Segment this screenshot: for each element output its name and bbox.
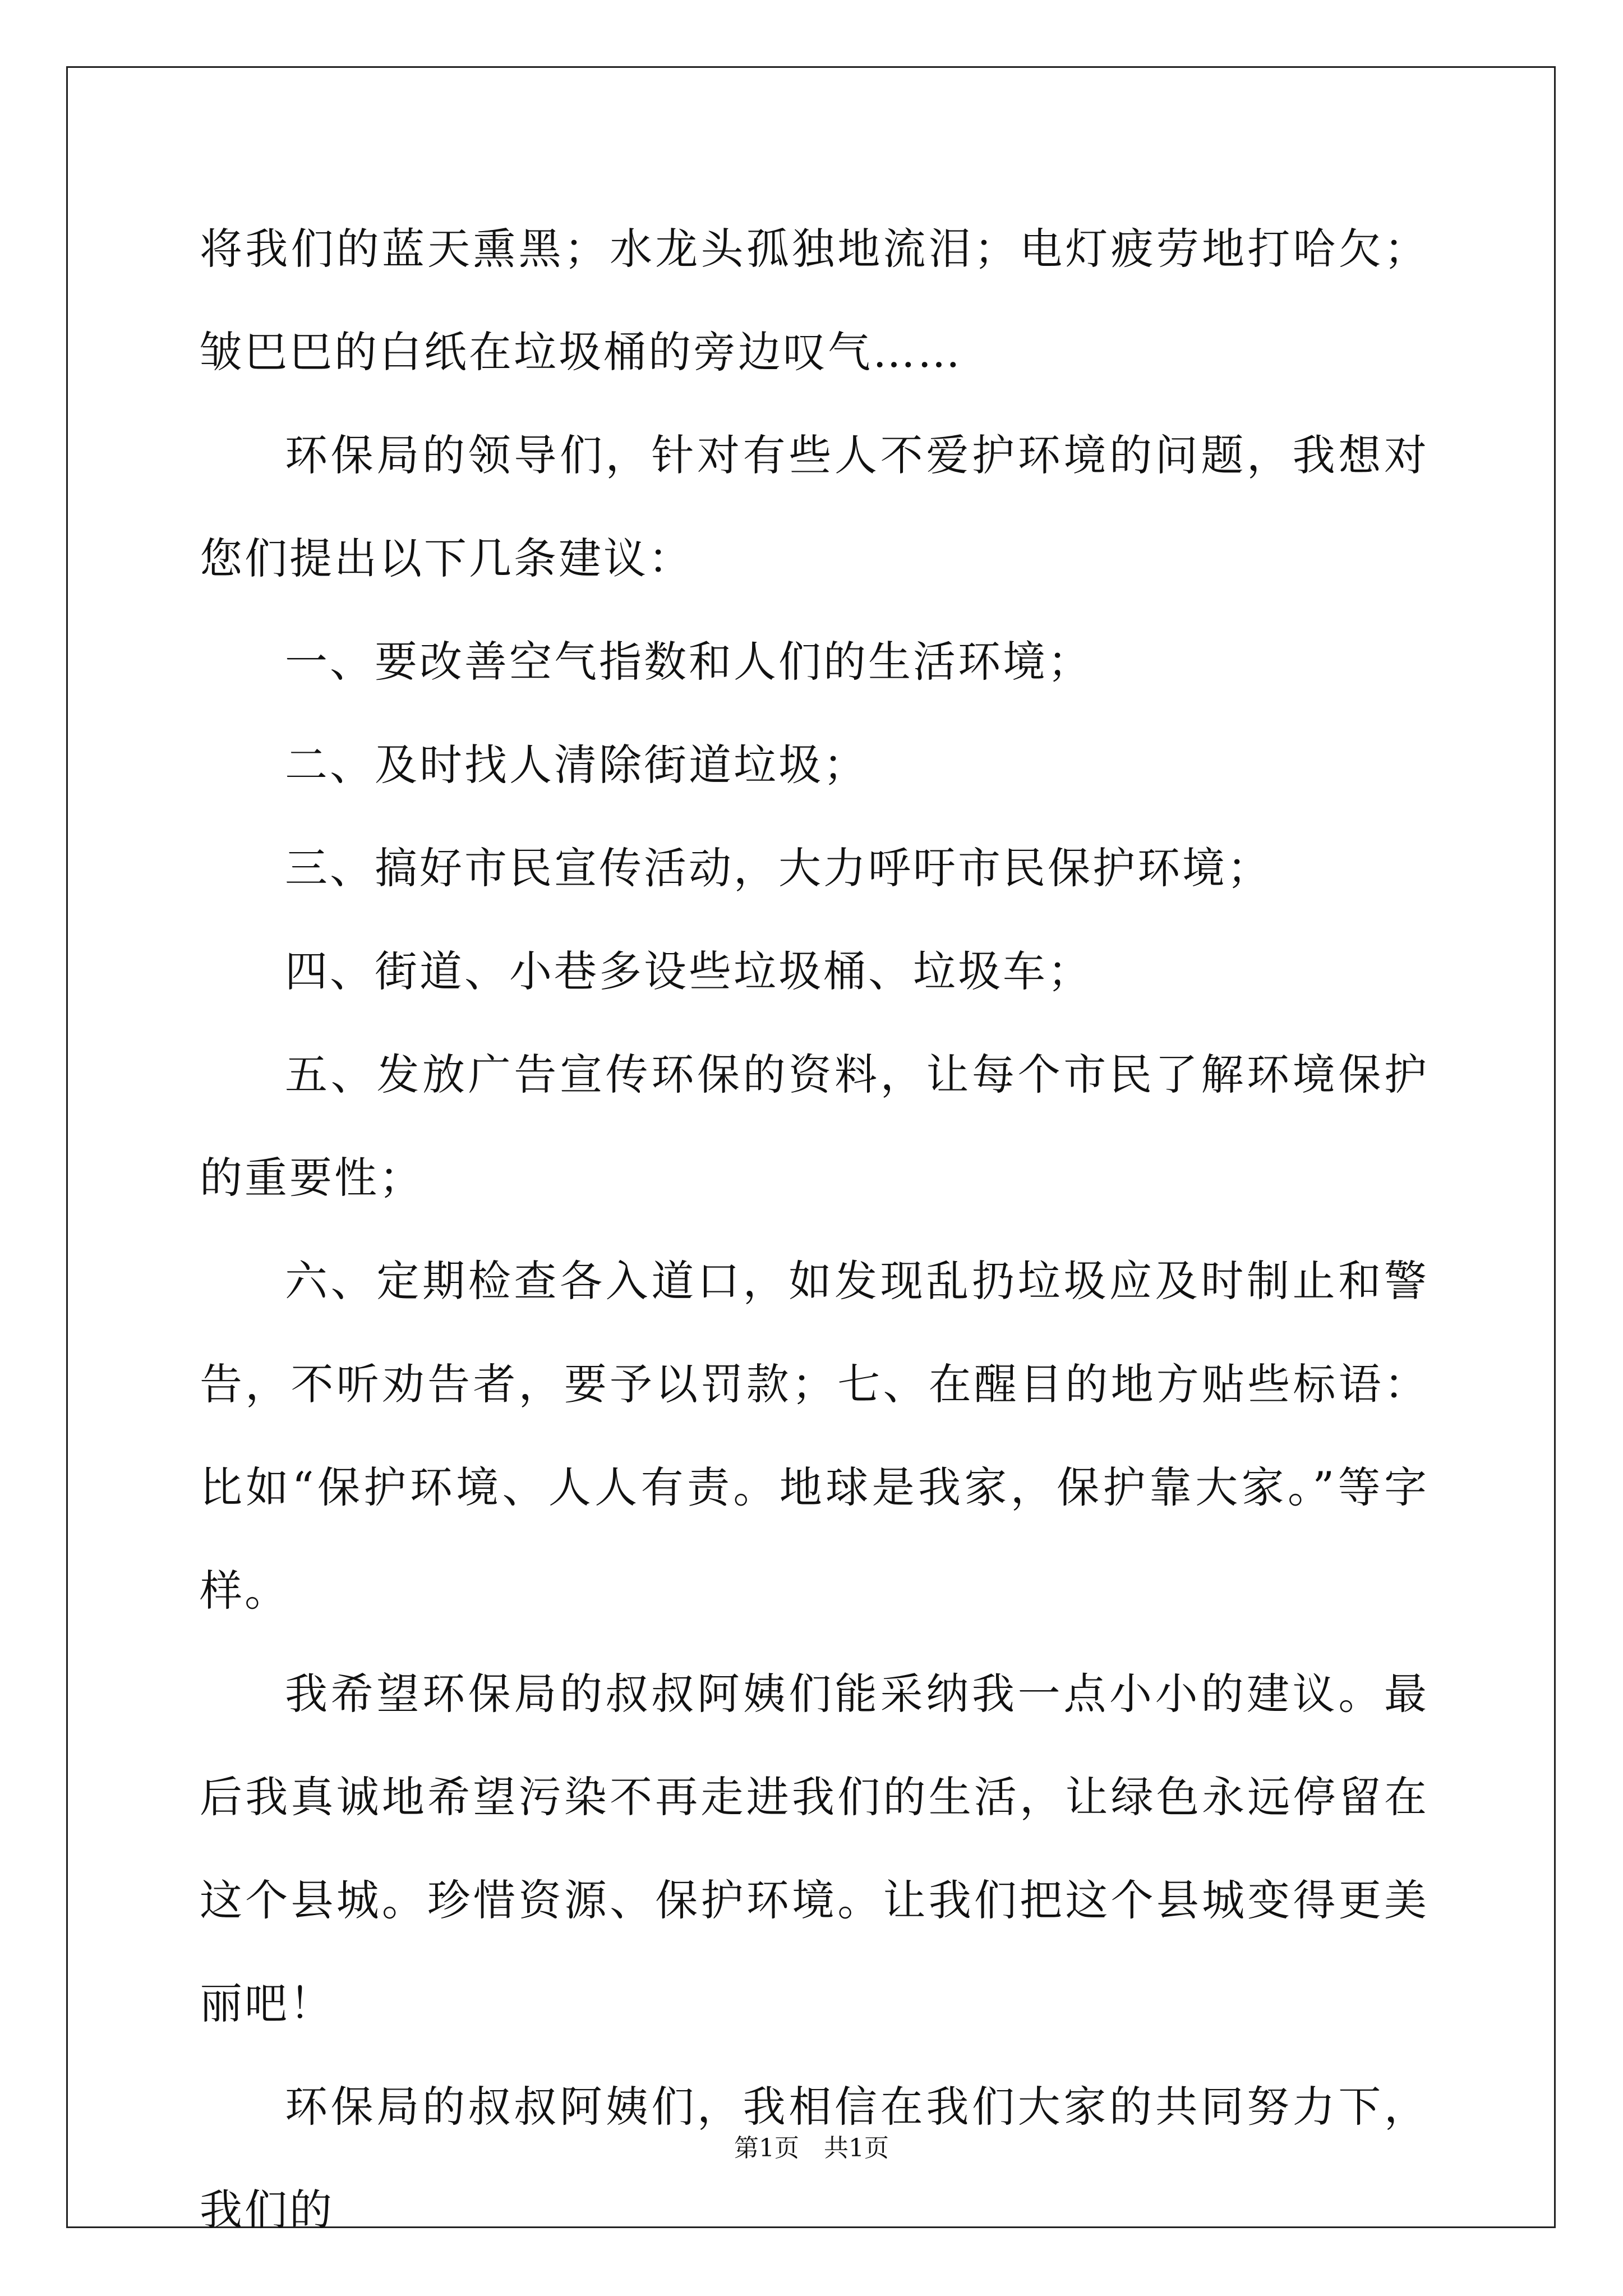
document-body (200, 197, 1429, 2262)
paragraph-3: 一、要改善空气指数和人们的生活环境； (285, 637, 1092, 687)
paragraph-7: 五、发放广告宣传环保的资料，让每个市民了解环境保护的重要性； (200, 1050, 1429, 1203)
page-footer: 第1页 共1页 (734, 2134, 889, 2162)
paragraph-10: 环保局的叔叔阿姨们，我相信在我们大家的共同努力下，我们的 (200, 2082, 1429, 2235)
paragraph-9: 我希望环保局的叔叔阿姨们能采纳我一点小小的建议。最后我真诚地希望污染不再走进我们的生活，让绿色永远停留在这个县城。珍惜资源、保护环境。让我们把这个县城变得更美丽吧！ (200, 1669, 1429, 2028)
paragraph-1: 将我们的蓝天熏黑；水龙头孤独地流泪；电灯疲劳地打哈欠；皱巴巴的白纸在垃圾桶的旁边叹气…… (200, 224, 1429, 377)
paragraph-2: 环保局的领导们，针对有些人不爱护环境的问题，我想对您们提出以下几条建议： (200, 430, 1429, 583)
paragraph-4: 二、及时找人清除街道垃圾； (285, 740, 868, 790)
paragraph-5: 三、搞好市民宣传活动，大力呼吁市民保护环境； (285, 843, 1272, 893)
paragraph-6: 四、街道、小巷多设些垃圾桶、垃圾车； (285, 946, 1092, 996)
paragraph-8: 六、定期检查各入道口，如发现乱扔垃圾应及时制止和警告，不听劝告者，要予以罚款；七、在醒目的地方贴些标语：比如“保护环境、人人有责。地球是我家，保护靠大家。”等字样。 (200, 1256, 1429, 1616)
